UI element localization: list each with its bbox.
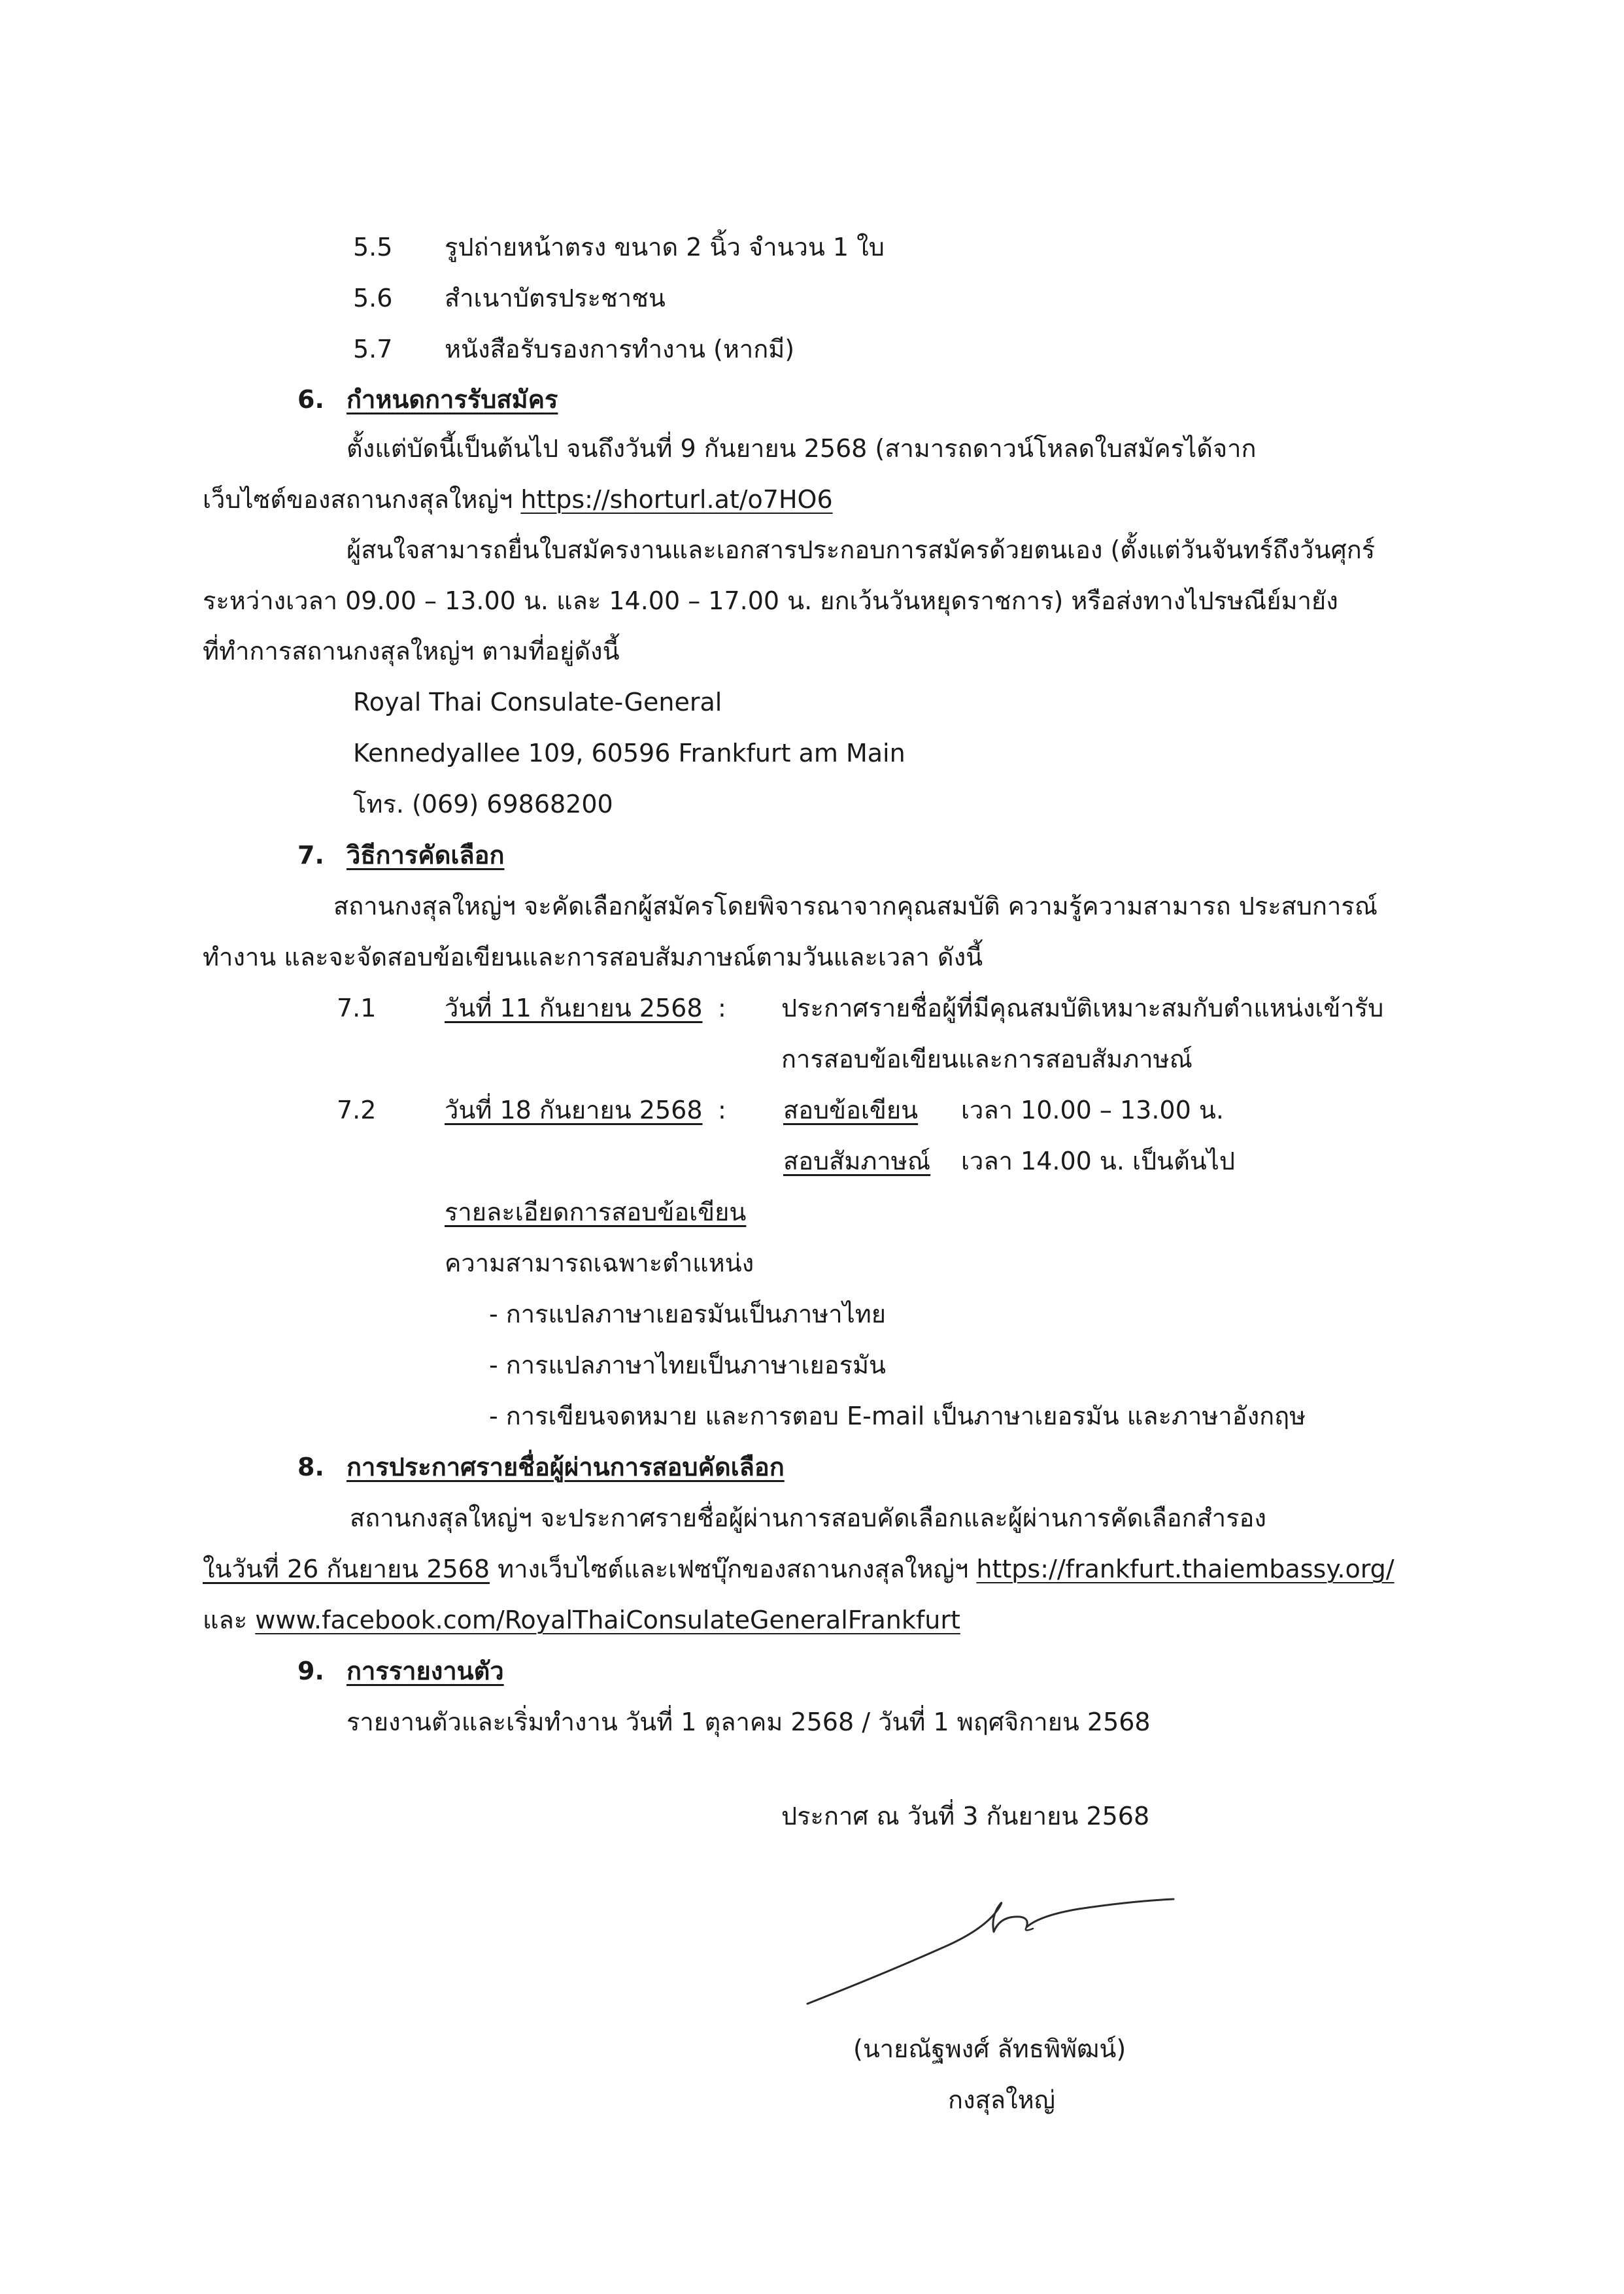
- item-5-5-num: 5.5: [353, 233, 393, 261]
- written-exam-label: สอบข้อเขียน: [783, 1096, 919, 1124]
- item-7-1-line2: การสอบข้อเขียนและการสอบสัมภาษณ์: [781, 1045, 1193, 1073]
- item-7-1-date: วันที่ 11 กันยายน 2568: [445, 994, 703, 1022]
- section-8-line1: สถานกงสุลใหญ่ฯ จะประกาศรายชื่อผู้ผ่านการสอบคัดเลือกและผู้ผ่านการคัดเลือกสำรอง: [350, 1504, 1266, 1532]
- written-exam-detail-subtitle: ความสามารถเฉพาะตำแหน่ง: [445, 1249, 754, 1277]
- address-line-1: Royal Thai Consulate-General: [353, 688, 722, 717]
- exam-bullet-3: - การเขียนจดหมาย และการตอบ E-mail เป็นภาษาเยอรมัน และภาษาอังกฤษ: [489, 1402, 1306, 1430]
- result-date: ในวันที่ 26 กันยายน 2568: [203, 1555, 490, 1583]
- section-7-title: วิธีการคัดเลือก: [347, 841, 505, 869]
- item-7-2-date: วันที่ 18 กันยายน 2568: [445, 1096, 703, 1124]
- item-5-6-text: สำเนาบัตรประชาชน: [445, 284, 666, 312]
- shorturl-link[interactable]: https://shorturl.at/o7HO6: [520, 485, 833, 514]
- address-phone: โทร. (069) 69868200: [353, 790, 613, 818]
- item-5-7-text: หนังสือรับรองการทำงาน (หากมี): [445, 335, 795, 363]
- written-exam-time: เวลา 10.00 – 13.00 น.: [961, 1096, 1224, 1124]
- item-5-5-text: รูปถ่ายหน้าตรง ขนาด 2 นิ้ว จำนวน 1 ใบ: [445, 233, 885, 261]
- section-6-para2-line2: ระหว่างเวลา 09.00 – 13.00 น. และ 14.00 – 17.00 น. ยกเว้นวันหยุดราชการ) หรือส่งทางไปรษณีย์มายัง: [203, 586, 1338, 615]
- section-6-para1-line1: ตั้งแต่บัดนี้เป็นต้นไป จนถึงวันที่ 9 กันยายน 2568 (สามารถดาวน์โหลดใบสมัครได้จาก: [347, 434, 1257, 463]
- address-line-2: Kennedyallee 109, 60596 Frankfurt am Main: [353, 739, 905, 767]
- section-6-para2-line1: ผู้สนใจสามารถยื่นใบสมัครงานและเอกสารประกอบการสมัครด้วยตนเอง (ตั้งแต่วันจันทร์ถึงวันศุกร์: [347, 535, 1376, 564]
- interview-time: เวลา 14.00 น. เป็นต้นไป: [961, 1147, 1236, 1175]
- written-exam-detail-title: รายละเอียดการสอบข้อเขียน: [445, 1198, 747, 1226]
- item-5-6-num: 5.6: [353, 284, 393, 312]
- announcement-date: ประกาศ ณ วันที่ 3 กันยายน 2568: [781, 1802, 1150, 1830]
- section-6-para2-line3: ที่ทำการสถานกงสุลใหญ่ฯ ตามที่อยู่ดังนี้: [203, 637, 620, 666]
- section-6-title: กำหนดการรับสมัคร: [347, 385, 558, 414]
- section-8-line2: [203, 1552, 1395, 1586]
- item-7-2-num: 7.2: [337, 1096, 377, 1124]
- facebook-link[interactable]: www.facebook.com/RoyalThaiConsulateGeneralFrankfurt: [255, 1606, 960, 1634]
- section-9-line1: รายงานตัวและเริ่มทำงาน วันที่ 1 ตุลาคม 2568 / วันที่ 1 พฤศจิกายน 2568: [347, 1708, 1151, 1736]
- section-7-number: 7.: [297, 841, 324, 869]
- section-8-title: การประกาศรายชื่อผู้ผ่านการสอบคัดเลือก: [347, 1453, 785, 1481]
- section-6-para1-line2: [203, 482, 833, 516]
- section-9-number: 9.: [297, 1657, 324, 1685]
- signature-image: [804, 1870, 1196, 2014]
- section-7-para-line1: สถานกงสุลใหญ่ฯ จะคัดเลือกผู้สมัครโดยพิจารณาจากคุณสมบัติ ความรู้ความสามารถ ประสบการณ์: [333, 892, 1378, 920]
- exam-bullet-2: - การแปลภาษาไทยเป็นภาษาเยอรมัน: [489, 1351, 887, 1379]
- item-5-7-num: 5.7: [353, 335, 393, 363]
- website-link[interactable]: https://frankfurt.thaiembassy.org/: [976, 1555, 1395, 1583]
- section-8-line3-text: และ: [203, 1606, 248, 1634]
- signer-title: กงสุลใหญ่: [948, 2085, 1056, 2114]
- item-7-1-line1: ประกาศรายชื่อผู้ที่มีคุณสมบัติเหมาะสมกับตำแหน่งเข้ารับ: [781, 994, 1384, 1022]
- section-6-number: 6.: [297, 385, 324, 414]
- exam-bullet-1: - การแปลภาษาเยอรมันเป็นภาษาไทย: [489, 1300, 887, 1328]
- item-7-1-num: 7.1: [337, 994, 377, 1022]
- interview-label: สอบสัมภาษณ์: [783, 1147, 931, 1175]
- section-8-line3: [203, 1603, 960, 1637]
- signer-name: (นายณัฐพงศ์ ลัทธพิพัฒน์): [853, 2034, 1126, 2063]
- section-7-para-line2: ทำงาน และจะจัดสอบข้อเขียนและการสอบสัมภาษณ์ตามวันและเวลา ดังนี้: [203, 943, 983, 971]
- item-7-2-colon: :: [718, 1096, 726, 1124]
- section-9-title: การรายงานตัว: [347, 1657, 504, 1685]
- item-7-1-colon: :: [718, 994, 726, 1022]
- section-8-number: 8.: [297, 1453, 324, 1481]
- section-6-para1-line2-text: เว็บไซต์ของสถานกงสุลใหญ่ฯ: [203, 485, 513, 514]
- section-8-line2-text: ทางเว็บไซต์และเฟซบุ๊กของสถานกงสุลใหญ่ฯ: [498, 1555, 969, 1583]
